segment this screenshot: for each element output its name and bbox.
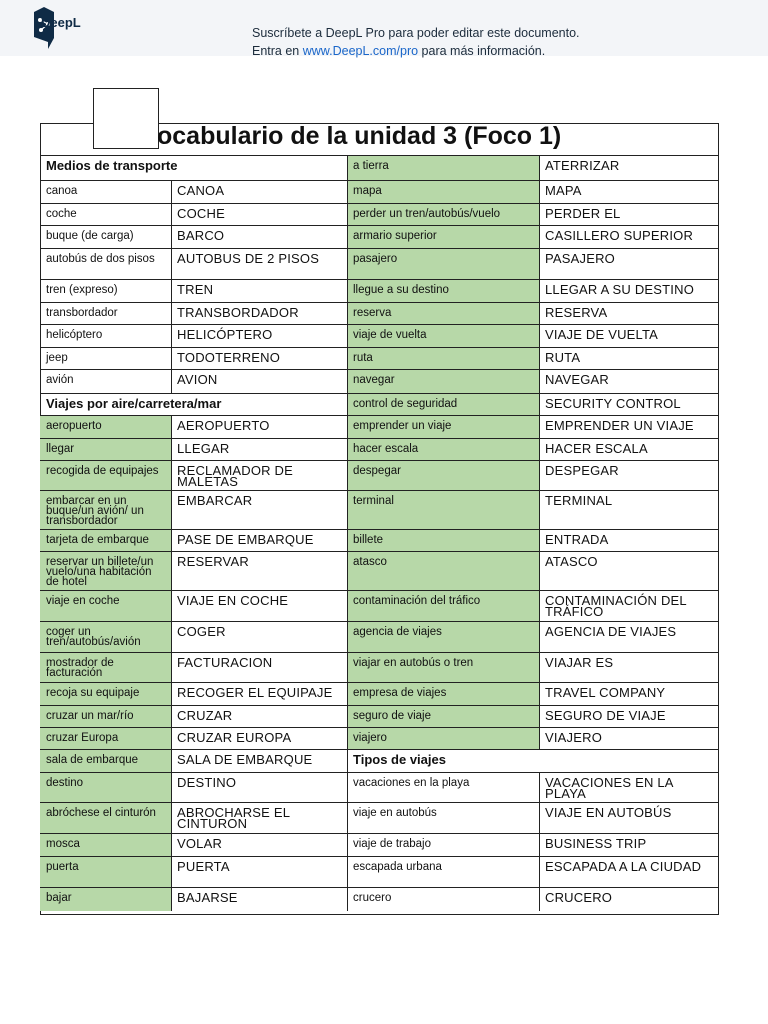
translation-term: TRAVEL COMPANY <box>539 682 718 705</box>
column-divider <box>539 393 540 415</box>
translation-term: TREN <box>171 279 347 302</box>
translation-term: TODOTERRENO <box>171 347 347 369</box>
column-divider <box>539 551 540 590</box>
column-divider <box>539 529 540 551</box>
deepl-banner <box>0 0 768 56</box>
column-divider <box>539 490 540 529</box>
translation-term: RUTA <box>539 347 718 369</box>
column-divider <box>171 369 172 393</box>
column-divider <box>171 682 172 705</box>
spanish-term: embarcar en un buque/un avión/ un transbordador <box>40 490 171 529</box>
column-divider <box>171 749 172 772</box>
spanish-term: sala de embarque <box>40 749 171 772</box>
spanish-term: viaje en coche <box>40 590 171 621</box>
deepl-brand-name: DeepL <box>41 15 81 30</box>
spanish-term: llegue a su destino <box>347 279 539 302</box>
spanish-term: billete <box>347 529 539 551</box>
translation-term: SEGURO DE VIAJE <box>539 705 718 727</box>
column-divider <box>539 621 540 652</box>
column-divider <box>171 551 172 590</box>
spanish-term: navegar <box>347 369 539 393</box>
translation-term: VIAJERO <box>539 727 718 749</box>
spanish-term: avión <box>40 369 171 393</box>
translation-term: COGER <box>171 621 347 652</box>
translation-term: BUSINESS TRIP <box>539 833 718 856</box>
spanish-term: coche <box>40 203 171 225</box>
column-divider <box>171 415 172 438</box>
translation-term: TERMINAL <box>539 490 718 529</box>
translation-term: SECURITY CONTROL <box>539 393 718 415</box>
spanish-term: bajar <box>40 887 171 911</box>
spanish-term: helicóptero <box>40 324 171 347</box>
column-divider <box>539 302 540 324</box>
spanish-term: empresa de viajes <box>347 682 539 705</box>
column-divider <box>539 324 540 347</box>
column-divider <box>539 856 540 887</box>
translation-term: COCHE <box>171 203 347 225</box>
spanish-term: recogida de equipajes <box>40 460 171 490</box>
translation-term: ATASCO <box>539 551 718 590</box>
column-divider <box>171 652 172 682</box>
column-divider <box>171 590 172 621</box>
column-divider <box>539 833 540 856</box>
column-divider <box>171 302 172 324</box>
column-divider <box>171 802 172 833</box>
spanish-term: recoja su equipaje <box>40 682 171 705</box>
translation-term: AVION <box>171 369 347 393</box>
spanish-term: pasajero <box>347 248 539 279</box>
column-divider <box>171 529 172 551</box>
spanish-term: cruzar un mar/río <box>40 705 171 727</box>
spanish-term: armario superior <box>347 225 539 248</box>
translation-term: CRUCERO <box>539 887 718 911</box>
column-divider <box>171 705 172 727</box>
translation-term: EMBARCAR <box>171 490 347 529</box>
column-divider <box>171 887 172 911</box>
spanish-term: tarjeta de embarque <box>40 529 171 551</box>
spanish-term: mosca <box>40 833 171 856</box>
column-divider <box>539 225 540 248</box>
column-divider <box>539 369 540 393</box>
translation-term: PUERTA <box>171 856 347 887</box>
column-divider <box>539 887 540 911</box>
section-header: Viajes por aire/carretera/mar <box>40 393 347 415</box>
spanish-term: reserva <box>347 302 539 324</box>
spanish-term: transbordador <box>40 302 171 324</box>
column-divider <box>171 727 172 749</box>
translation-term: CANOA <box>171 180 347 203</box>
spanish-term: viaje de vuelta <box>347 324 539 347</box>
column-divider <box>171 621 172 652</box>
spanish-term: autobús de dos pisos <box>40 248 171 279</box>
blank-image-box <box>93 88 159 149</box>
column-divider <box>539 438 540 460</box>
spanish-term: viajar en autobús o tren <box>347 652 539 682</box>
spanish-term: mapa <box>347 180 539 203</box>
spanish-term: seguro de viaje <box>347 705 539 727</box>
translation-term: VIAJE EN AUTOBÚS <box>539 802 718 833</box>
translation-term: AUTOBUS DE 2 PISOS <box>171 248 347 279</box>
translation-term: CONTAMINACIÓN DEL TRÁFICO <box>539 590 718 621</box>
spanish-term: coger un tren/autobús/avión <box>40 621 171 652</box>
translation-term: DESTINO <box>171 772 347 802</box>
column-divider <box>539 180 540 203</box>
document-title: ocabulario de la unidad 3 (Foco 1) <box>157 122 562 150</box>
notice-line-2: Entra en www.DeepL.com/pro para más información. <box>252 44 546 58</box>
translation-term: NAVEGAR <box>539 369 718 393</box>
translation-term: ABROCHARSE EL CINTURON <box>171 802 347 833</box>
column-divider <box>539 772 540 802</box>
spanish-term: agencia de viajes <box>347 621 539 652</box>
translation-term: HELICÓPTERO <box>171 324 347 347</box>
spanish-term: destino <box>40 772 171 802</box>
notice-line-1: Suscríbete a DeepL Pro para poder editar este documento. <box>252 26 580 40</box>
spanish-term: jeep <box>40 347 171 369</box>
spanish-term: atasco <box>347 551 539 590</box>
spanish-term: contaminación del tráfico <box>347 590 539 621</box>
translation-term: AEROPUERTO <box>171 415 347 438</box>
column-divider <box>171 225 172 248</box>
translation-term: AGENCIA DE VIAJES <box>539 621 718 652</box>
translation-term: BARCO <box>171 225 347 248</box>
column-divider <box>171 248 172 279</box>
section-header: Medios de transporte <box>40 155 347 180</box>
translation-term: RECOGER EL EQUIPAJE <box>171 682 347 705</box>
translation-term: PASE DE EMBARQUE <box>171 529 347 551</box>
column-divider <box>539 460 540 490</box>
column-divider <box>171 460 172 490</box>
translation-term: SALA DE EMBARQUE <box>171 749 347 772</box>
spanish-term: terminal <box>347 490 539 529</box>
spanish-term: ruta <box>347 347 539 369</box>
translation-term: VIAJE EN COCHE <box>171 590 347 621</box>
spanish-term: aeropuerto <box>40 415 171 438</box>
translation-term: CASILLERO SUPERIOR <box>539 225 718 248</box>
translation-term: VIAJAR ES <box>539 652 718 682</box>
translation-term: MAPA <box>539 180 718 203</box>
translation-term: BAJARSE <box>171 887 347 911</box>
translation-term: CRUZAR <box>171 705 347 727</box>
translation-term: ATERRIZAR <box>539 155 718 180</box>
spanish-term: puerta <box>40 856 171 887</box>
spanish-term: hacer escala <box>347 438 539 460</box>
column-divider <box>171 438 172 460</box>
column-divider <box>171 772 172 802</box>
translation-term: ENTRADA <box>539 529 718 551</box>
column-divider <box>539 203 540 225</box>
translation-term: LLEGAR <box>171 438 347 460</box>
spanish-term: crucero <box>347 887 539 911</box>
translation-term: FACTURACION <box>171 652 347 682</box>
spanish-term: vacaciones en la playa <box>347 772 539 802</box>
column-divider <box>539 347 540 369</box>
column-divider <box>171 180 172 203</box>
section-header: Tipos de viajes <box>347 749 718 772</box>
column-divider <box>171 279 172 302</box>
spanish-term: abróchese el cinturón <box>40 802 171 833</box>
translation-term: RESERVAR <box>171 551 347 590</box>
deepl-pro-link[interactable]: www.DeepL.com/pro <box>302 44 419 58</box>
column-divider <box>539 590 540 621</box>
spanish-term: buque (de carga) <box>40 225 171 248</box>
column-divider <box>539 248 540 279</box>
spanish-term: a tierra <box>347 155 539 180</box>
translation-term: CRUZAR EUROPA <box>171 727 347 749</box>
column-divider <box>539 705 540 727</box>
spanish-term: escapada urbana <box>347 856 539 887</box>
spanish-term: perder un tren/autobús/vuelo <box>347 203 539 225</box>
column-divider <box>171 856 172 887</box>
column-divider <box>171 203 172 225</box>
translation-term: ESCAPADA A LA CIUDAD <box>539 856 718 887</box>
translation-term: DESPEGAR <box>539 460 718 490</box>
column-divider <box>171 833 172 856</box>
column-divider <box>171 347 172 369</box>
spanish-term: reservar un billete/un vuelo/una habitación de hotel <box>40 551 171 590</box>
column-divider <box>539 802 540 833</box>
translation-term: RECLAMADOR DE MALETAS <box>171 460 347 490</box>
spanish-term: tren (expreso) <box>40 279 171 302</box>
spanish-term: cruzar Europa <box>40 727 171 749</box>
spanish-term: emprender un viaje <box>347 415 539 438</box>
column-divider <box>539 415 540 438</box>
translation-term: TRANSBORDADOR <box>171 302 347 324</box>
column-divider <box>539 155 540 180</box>
column-divider <box>539 279 540 302</box>
translation-term: PASAJERO <box>539 248 718 279</box>
spanish-term: canoa <box>40 180 171 203</box>
spanish-term: control de seguridad <box>347 393 539 415</box>
translation-term: VACACIONES EN LA PLAYA <box>539 772 718 802</box>
column-divider <box>347 155 348 911</box>
translation-term: PERDER EL <box>539 203 718 225</box>
translation-term: RESERVA <box>539 302 718 324</box>
translation-term: LLEGAR A SU DESTINO <box>539 279 718 302</box>
upgrade-notice <box>252 24 580 60</box>
column-divider <box>539 682 540 705</box>
column-divider <box>539 652 540 682</box>
spanish-term: viaje de trabajo <box>347 833 539 856</box>
spanish-term: viaje en autobús <box>347 802 539 833</box>
translation-term: HACER ESCALA <box>539 438 718 460</box>
spanish-term: llegar <box>40 438 171 460</box>
column-divider <box>171 324 172 347</box>
translation-term: VIAJE DE VUELTA <box>539 324 718 347</box>
spanish-term: mostrador de facturación <box>40 652 171 682</box>
translation-term: EMPRENDER UN VIAJE <box>539 415 718 438</box>
spanish-term: despegar <box>347 460 539 490</box>
spanish-term: viajero <box>347 727 539 749</box>
column-divider <box>539 727 540 749</box>
column-divider <box>171 490 172 529</box>
translation-term: VOLAR <box>171 833 347 856</box>
